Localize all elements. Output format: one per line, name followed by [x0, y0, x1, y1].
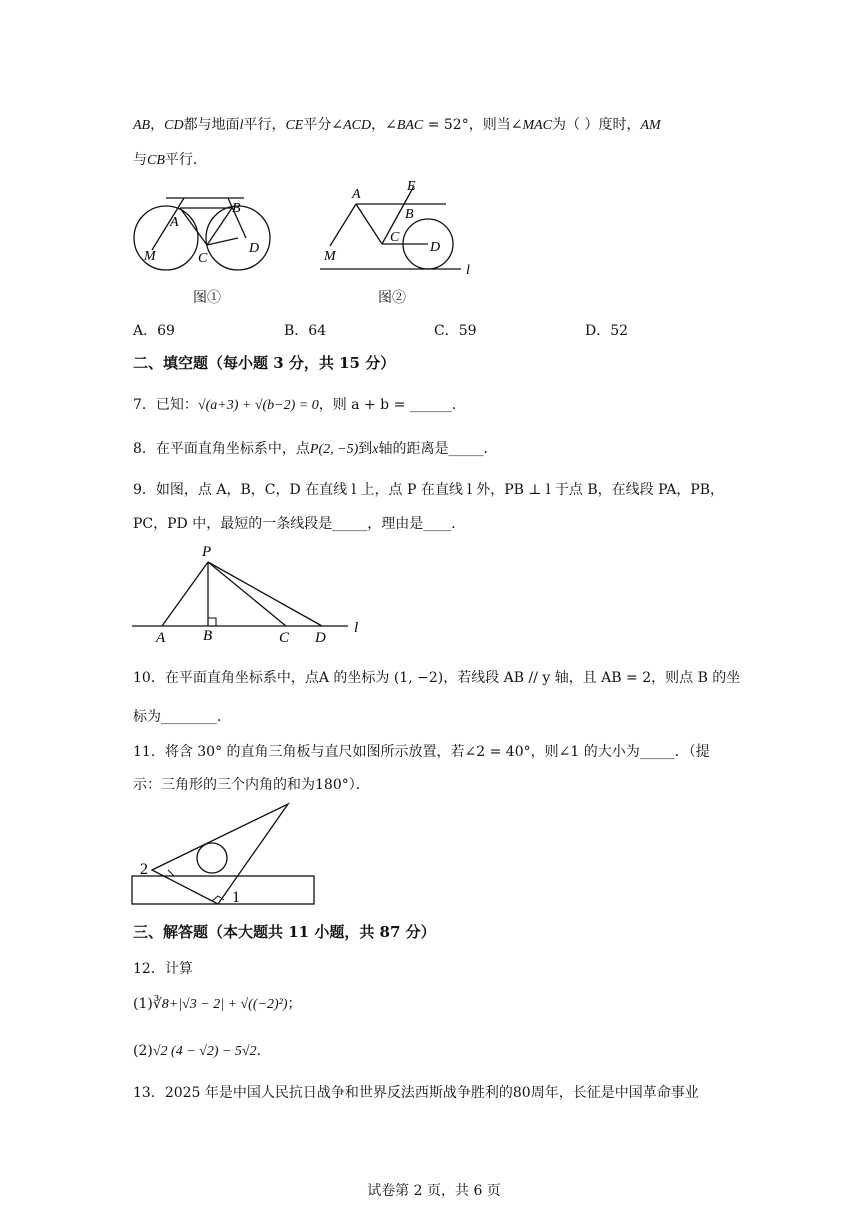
- section-3-heading: 三、解答题（本大题共 11 小题，共 87 分）: [133, 923, 436, 941]
- q8: 8．在平面直角坐标系中，点P(2, −5)到x轴的距离是_____．: [133, 441, 498, 457]
- q12-title: 12．计算: [133, 961, 193, 977]
- q11-line2: 示：三角形的三个内角的和为180°）．: [133, 777, 370, 793]
- q9-figure: [128, 540, 368, 648]
- q10-line2: 标为________．: [133, 709, 231, 725]
- fig2-label-m: M: [324, 249, 336, 264]
- fig1-label-b: B: [232, 201, 241, 216]
- q6-figure-2-caption: 图②: [378, 290, 406, 306]
- set-square-hole: [197, 843, 227, 873]
- fig1-label-a: A: [170, 215, 179, 230]
- fig2-label-a: A: [352, 187, 361, 202]
- q11-label-2: 2: [140, 861, 148, 878]
- q6-option-d[interactable]: D．52: [585, 323, 629, 339]
- q10-line1: 10．在平面直角坐标系中，点A 的坐标为 (1, −2)，若线段 AB // y 轴，且 AB = 2，则点 B 的坐: [133, 670, 741, 686]
- q6-line1: AB，CD都与地面l平行，CE平分∠ACD，∠BAC = 52°，则当∠MAC为（ ）度时，AM: [133, 117, 661, 133]
- q9-line1: 9．如图，点 A，B，C，D 在直线 l 上，点 P 在直线 l 外，PB ⊥ l 于点 B，在线段 PA，PB，: [133, 482, 725, 498]
- section-2-heading: 二、填空题（每小题 3 分，共 15 分）: [133, 354, 396, 372]
- q9-line2: PC，PD 中，最短的一条线段是_____，理由是____．: [133, 516, 466, 532]
- q6-option-b[interactable]: B．64: [284, 323, 327, 339]
- page-footer: 试卷第 2 页，共 6 页: [367, 1183, 501, 1199]
- q11-figure: [128, 800, 328, 910]
- q11-label-1: 1: [232, 889, 240, 906]
- fig2-label-l: l: [466, 263, 470, 278]
- q9-label-c: C: [279, 630, 290, 646]
- q9-label-a: A: [156, 630, 166, 646]
- q6-figure-1-caption: 图①: [193, 290, 221, 306]
- q6-figure-1: [128, 190, 278, 272]
- fig1-label-m: M: [144, 249, 156, 264]
- set-square: [152, 804, 288, 904]
- q12-part2: (2)√2 (4 − √2) − 5√2．: [133, 1043, 271, 1059]
- q6-option-a[interactable]: A．69: [133, 323, 175, 339]
- fig1-label-c: C: [198, 251, 208, 266]
- q9-label-l: l: [354, 620, 359, 636]
- q13-line1: 13．2025 年是中国人民抗日战争和世界反法西斯战争胜利的80周年，长征是中国革命事业: [133, 1085, 699, 1101]
- fig2-label-e: E: [407, 179, 416, 194]
- fig1-label-d: D: [249, 241, 260, 256]
- fig2-label-b: B: [405, 207, 414, 222]
- fig2-label-c: C: [390, 230, 400, 245]
- q6-line2: 与CB平行．: [133, 152, 207, 168]
- q11-line1: 11．将含 30° 的直角三角板与直尺如图所示放置，若∠2 = 40°，则∠1 的大小为_____．（提: [133, 744, 710, 760]
- q9-label-d: D: [315, 630, 326, 646]
- q12-part1: (1)∛8+|√3 − 2| + √((−2)²)；: [133, 996, 302, 1012]
- q9-label-b: B: [203, 628, 213, 644]
- q6-figure-2: [316, 176, 486, 280]
- q6-option-c[interactable]: C．59: [434, 323, 477, 339]
- q7: 7．已知：√(a+3) + √(b−2) = 0，则 a + b = ______．: [133, 397, 466, 413]
- q9-label-p: P: [202, 544, 212, 560]
- fig2-label-d: D: [430, 240, 441, 255]
